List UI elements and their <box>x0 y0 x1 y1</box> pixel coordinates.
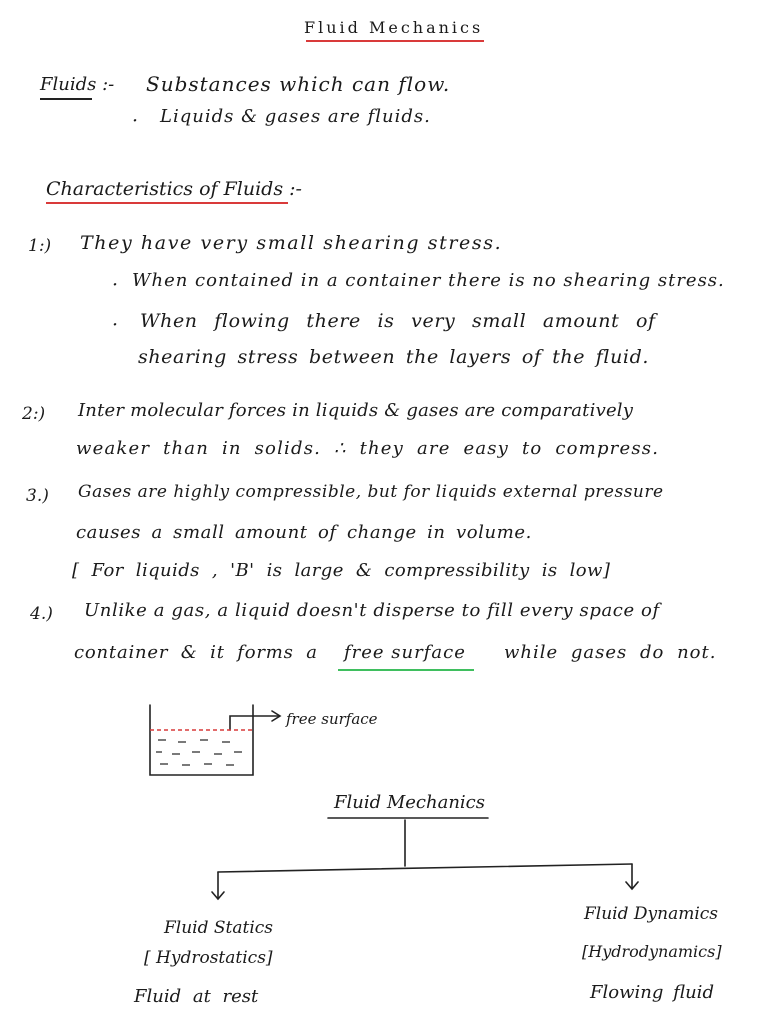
fluids-bullet: · <box>132 110 139 132</box>
point-1-bullet-2: When flowing there is very small amount of <box>140 310 656 332</box>
tree-left-name: Fluid Statics <box>164 918 274 938</box>
characteristics-underline <box>46 202 288 204</box>
fluids-definition-line1: Substances which can flow. <box>146 72 451 96</box>
point-4-line-2-c: while gases do not. <box>504 642 717 663</box>
point-1-bullet-2-dot: · <box>112 314 119 336</box>
point-4-line-2-a: container & it forms a <box>74 642 318 663</box>
page-title: Fluid Mechanics <box>304 18 484 37</box>
point-4-free-surface: free surface <box>344 642 466 663</box>
point-1-bullet-1: When contained in a container there is no shearing stress. <box>132 270 725 291</box>
point-3-line-1: Gases are highly compressible, but for liquids external pressure <box>78 482 664 502</box>
fluids-label: Fluids :- <box>40 74 115 95</box>
fluids-label-underline <box>40 98 92 100</box>
tree-right-desc: Flowing fluid <box>590 982 714 1003</box>
characteristics-heading: Characteristics of Fluids :- <box>46 178 302 200</box>
point-1-number: 1:) <box>28 236 52 256</box>
point-4-line-1: Unlike a gas, a liquid doesn't disperse to fill every space of <box>84 600 660 621</box>
tree-right-alt: [Hydrodynamics] <box>582 942 722 961</box>
tree-left-desc: Fluid at rest <box>134 986 259 1007</box>
point-1-text: They have very small shearing stress. <box>80 232 503 254</box>
tree-root: Fluid Mechanics <box>334 792 485 813</box>
tree-left-alt: [ Hydrostatics] <box>144 948 273 968</box>
point-3-line-3: [ For liquids , 'B' is large & compressibility is low] <box>72 560 611 581</box>
free-surface-underline <box>338 669 474 671</box>
point-2-number: 2:) <box>22 404 46 424</box>
point-1-bullet-1-dot: · <box>112 274 119 296</box>
point-3-line-2: causes a small amount of change in volume. <box>76 522 532 543</box>
point-2-line-2: weaker than in solids. ∴ they are easy to compress. <box>76 438 660 459</box>
point-2-line-1: Inter molecular forces in liquids & gases are comparatively <box>78 400 634 421</box>
tree-right-name: Fluid Dynamics <box>584 904 719 924</box>
title-underline <box>306 40 484 42</box>
point-1-continuation: shearing stress between the layers of the fluid. <box>138 346 649 368</box>
fluids-definition-line2: Liquids & gases are fluids. <box>160 106 431 127</box>
free-surface-label: free surface <box>286 710 378 728</box>
point-3-number: 3.) <box>26 486 49 506</box>
point-4-number: 4.) <box>30 604 53 624</box>
